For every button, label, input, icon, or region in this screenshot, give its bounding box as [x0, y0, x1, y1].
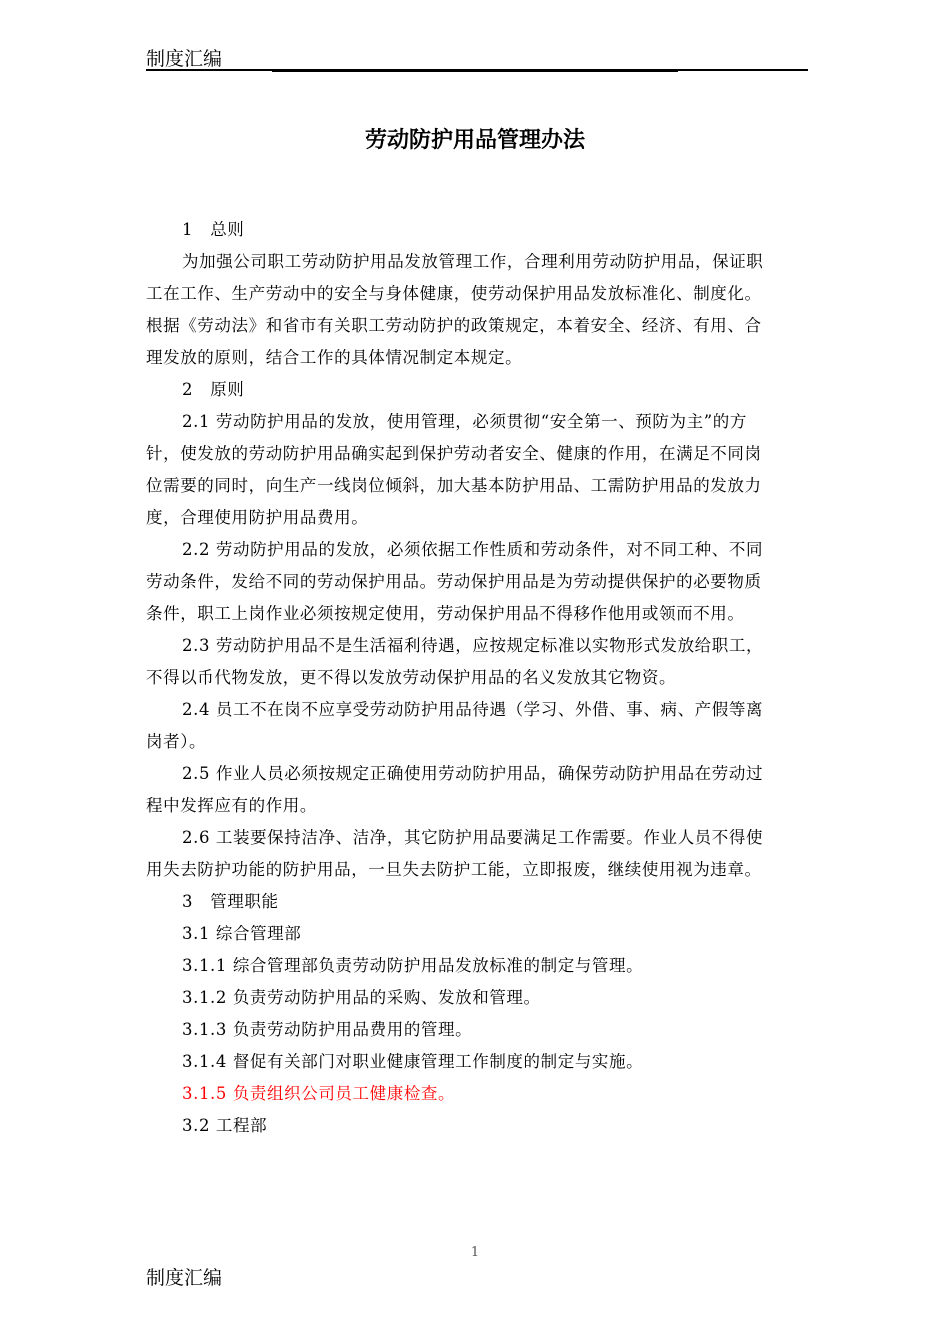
paragraph: 3.1.3 负责劳动防护用品费用的管理。 — [182, 1020, 473, 1039]
page-number: 1 — [470, 1245, 480, 1260]
paragraph: 2.1 劳动防护用品的发放，使用管理，必须贯彻“安全第一、预防为主”的方针，使发放的劳动防护用品确实起到保护劳动者安全、健康的作用，在满足不同岗位需要的同时，向生产一线岗位倾斜，加大基本防护用品、工需防护用品的发放力度，合理使用防护用品费用。 — [146, 412, 762, 527]
paragraph: 1 总则 — [182, 220, 245, 239]
paragraph: 2.4 员工不在岗不应享受劳动防护用品待遇（学习、外借、事、病、产假等离岗者）。 — [146, 700, 764, 751]
paragraph: 3.1 综合管理部 — [182, 924, 302, 943]
paragraph: 2.5 作业人员必须按规定正确使用劳动防护用品，确保劳动防护用品在劳动过程中发挥应有的作用。 — [146, 764, 764, 815]
document-body — [146, 214, 764, 1142]
paragraph: 2.3 劳动防护用品不是生活福利待遇，应按规定标准以实物形式发放给职工，不得以币代物发放，更不得以发放劳动保护用品的名义发放其它物资。 — [146, 636, 764, 687]
document-title: 劳动防护用品管理办法 — [364, 127, 585, 153]
paragraph: 3 管理职能 — [182, 892, 279, 911]
paragraph: 2 原则 — [182, 380, 245, 399]
paragraph: 为加强公司职工劳动防护用品发放管理工作，合理利用劳动防护用品，保证职工在工作、生产劳动中的安全与身体健康，使劳动保护用品发放标准化、制度化。根据《劳动法》和省市有关职工劳动防护的政策规定，本着安全、经济、有用、合理发放的原则，结合工作的具体情况制定本规定。 — [146, 252, 764, 367]
footer-title: 制度汇编 — [146, 1267, 223, 1289]
paragraph: 3.1.4 督促有关部门对职业健康管理工作制度的制定与实施。 — [182, 1052, 644, 1071]
paragraph: 2.6 工装要保持洁净、洁净，其它防护用品要满足工作需要。作业人员不得使用失去防护功能的防护用品，一旦失去防护工能，立即报废，继续使用视为违章。 — [146, 828, 764, 879]
paragraph: 3.1.2 负责劳动防护用品的采购、发放和管理。 — [182, 988, 541, 1007]
header-rule-accent — [272, 69, 678, 72]
paragraph: 3.1.1 综合管理部负责劳动防护用品发放标准的制定与管理。 — [182, 956, 644, 975]
header-title: 制度汇编 — [146, 48, 223, 70]
paragraph: 2.2 劳动防护用品的发放，必须依据工作性质和劳动条件，对不同工种、不同劳动条件，发给不同的劳动保护用品。劳动保护用品是为劳动提供保护的必要物质条件，职工上岗作业必须按规定使用，劳动保护用品不得移作他用或领而不用。 — [146, 540, 764, 623]
paragraph: 3.2 工程部 — [182, 1116, 268, 1135]
paragraph: 3.1.5 负责组织公司员工健康检查。 — [182, 1084, 456, 1103]
